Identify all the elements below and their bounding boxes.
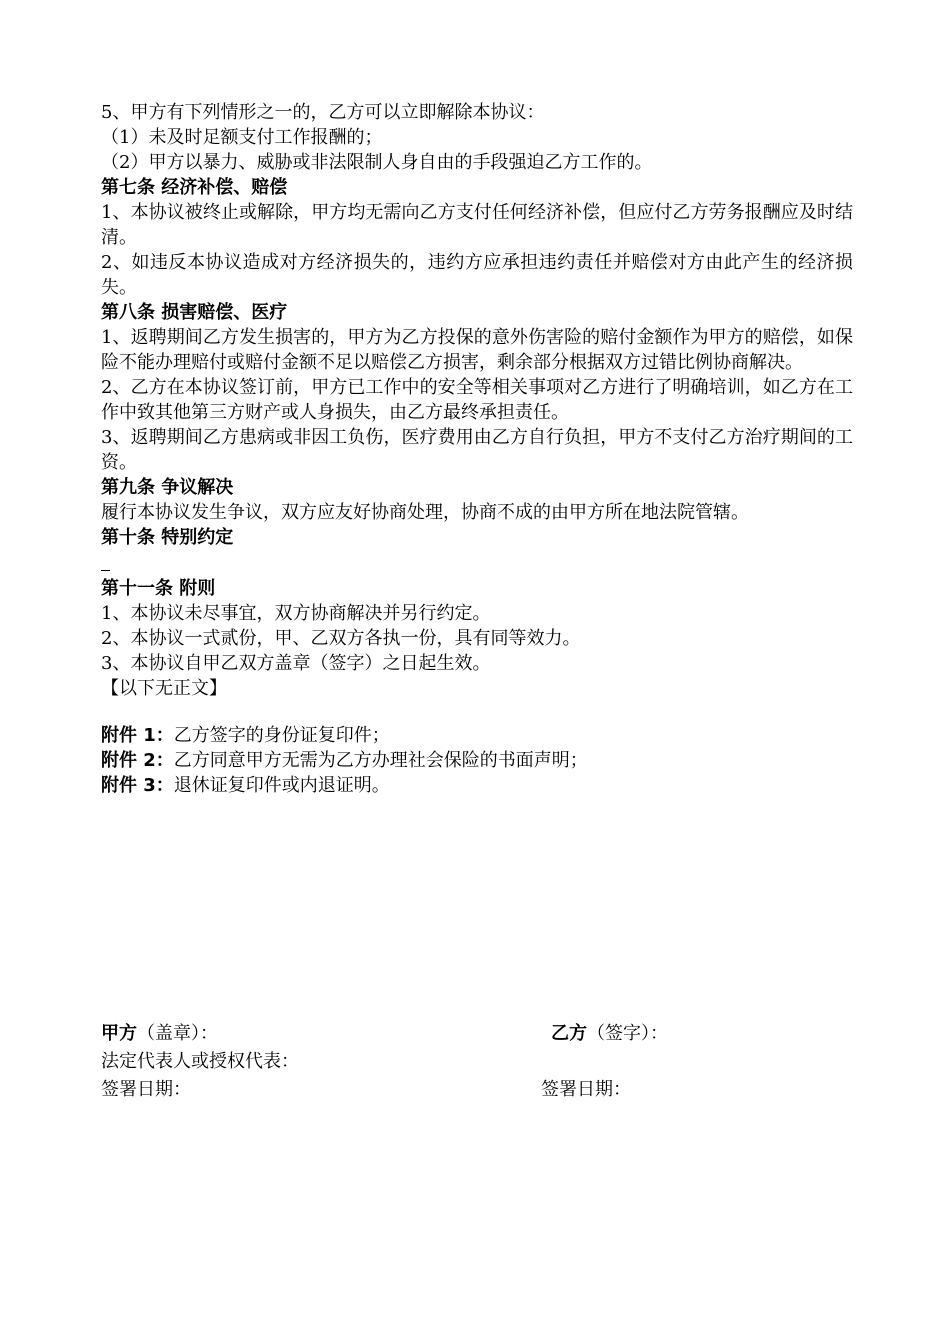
attachment-1 bbox=[101, 723, 853, 748]
empty-line-marker bbox=[101, 550, 853, 576]
article-8-title: 第八条 损害赔偿、医疗 bbox=[101, 302, 288, 323]
clause-item-5: 5、甲方有下列情形之一的，乙方可以立即解除本协议： bbox=[101, 102, 545, 123]
attachment-1-label: 附件 1： bbox=[101, 725, 174, 746]
attachment-2-label: 附件 2： bbox=[101, 750, 174, 771]
end-of-text-note: 【以下无正文】 bbox=[101, 678, 227, 699]
attachment-3-text: 退休证复印件或内退证明。 bbox=[173, 775, 390, 796]
article-11-item-1: 1、本协议未尽事宜，双方协商解决并另行约定。 bbox=[101, 603, 491, 624]
article-9-paragraph-1: 履行本协议发生争议，双方应友好协商处理，协商不成的由甲方所在地法院管辖。 bbox=[101, 502, 749, 523]
clause-item-5-2: （2）甲方以暴力、威胁或非法限制人身自由的手段强迫乙方工作的。 bbox=[101, 152, 653, 173]
party-b-sign-date: 签署日期： bbox=[541, 1079, 631, 1100]
attachment-3 bbox=[101, 773, 853, 798]
article-11-item-3: 3、本协议自甲乙双方盖章（签字）之日起生效。 bbox=[101, 653, 491, 674]
contract-body bbox=[101, 100, 853, 798]
party-b-signature-block bbox=[551, 1020, 668, 1048]
attachment-2 bbox=[101, 748, 853, 773]
attachment-3-label: 附件 3： bbox=[101, 775, 174, 796]
article-11-title: 第十一条 附则 bbox=[101, 578, 216, 599]
party-b-label: 乙方 bbox=[551, 1023, 587, 1044]
party-a-label: 甲方 bbox=[101, 1023, 137, 1044]
article-8-paragraph-3: 3、返聘期间乙方患病或非因工负伤，医疗费用由乙方自行负担，甲方不支付乙方治疗期间的工资。 bbox=[101, 427, 853, 473]
party-a-representative: 法定代表人或授权代表： bbox=[101, 1051, 299, 1072]
party-a-sign-date: 签署日期： bbox=[101, 1079, 191, 1100]
article-11-item-2: 2、本协议一式贰份，甲、乙双方各执一份，具有同等效力。 bbox=[101, 628, 581, 649]
article-9-title: 第九条 争议解决 bbox=[101, 477, 234, 498]
clause-item-5-1: （1）未及时足额支付工作报酬的； bbox=[101, 127, 383, 148]
party-a-seal-note: （盖章）： bbox=[137, 1023, 218, 1044]
party-b-sign-note: （签字）： bbox=[587, 1023, 668, 1044]
party-b-date-block bbox=[541, 1076, 631, 1104]
article-8-paragraph-2: 2、乙方在本协议签订前，甲方已工作中的安全等相关事项对乙方进行了明确培训，如乙方在工作中致其他第三方财产或人身损失，由乙方最终承担责任。 bbox=[101, 377, 853, 423]
article-10-title: 第十条 特别约定 bbox=[101, 527, 234, 548]
article-7-paragraph-2: 2、如违反本协议造成对方经济损失的，违约方应承担违约责任并赔偿对方由此产生的经济损失。 bbox=[101, 252, 853, 298]
article-7-title: 第七条 经济补偿、赔偿 bbox=[101, 177, 288, 198]
party-a-signature-block bbox=[101, 1020, 299, 1104]
attachment-2-text: 乙方同意甲方无需为乙方办理社会保险的书面声明； bbox=[173, 750, 588, 771]
article-8-paragraph-1: 1、返聘期间乙方发生损害的，甲方为乙方投保的意外伤害险的赔付金额作为甲方的赔偿，如保险不能办理赔付或赔付金额不足以赔偿乙方损害，剩余部分根据双方过错比例协商解决。 bbox=[101, 327, 853, 373]
attachment-1-text: 乙方签字的身份证复印件； bbox=[173, 725, 390, 746]
article-7-paragraph-1: 1、本协议被终止或解除，甲方均无需向乙方支付任何经济补偿，但应付乙方劳务报酬应及时结清。 bbox=[101, 202, 853, 248]
